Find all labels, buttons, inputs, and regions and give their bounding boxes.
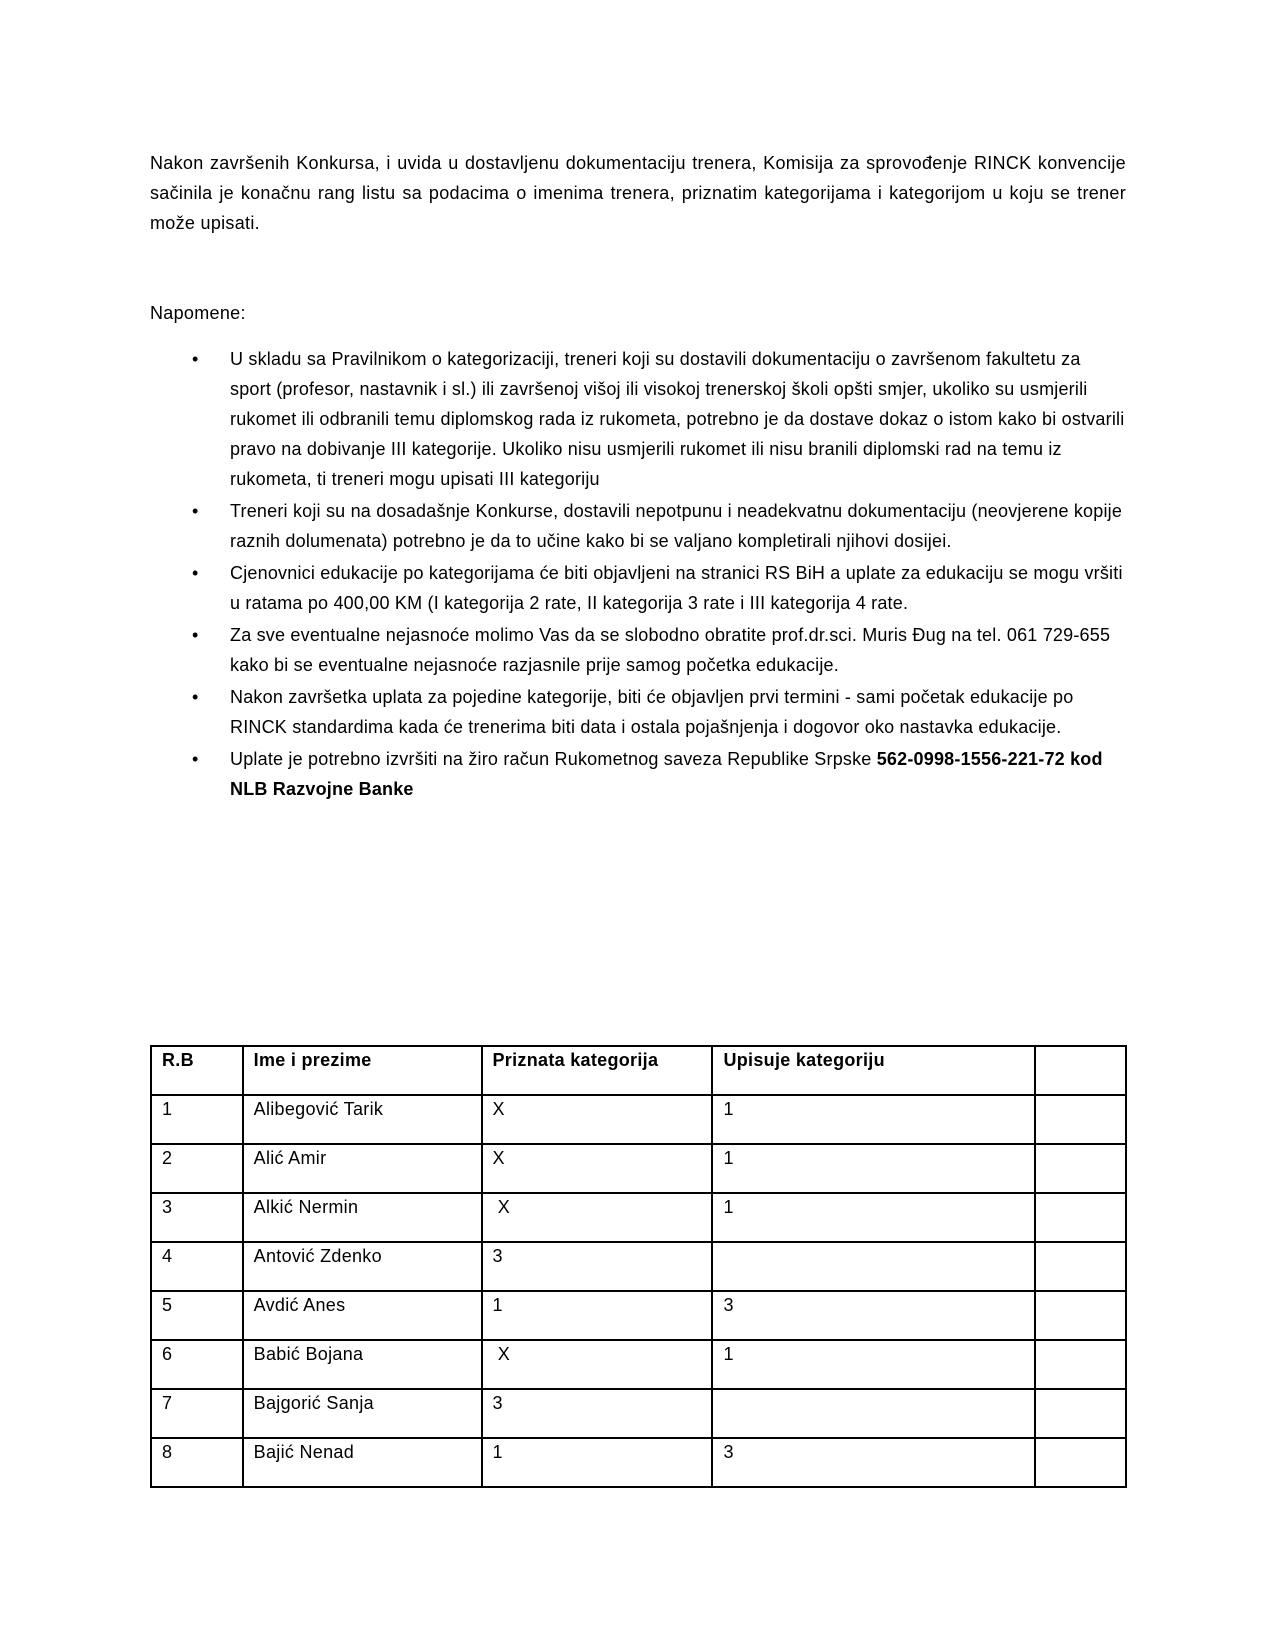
payment-note-text: Uplate je potrebno izvršiti na žiro račun Rukometnog saveza Republike Srpske	[230, 749, 877, 769]
bullet-icon: •	[192, 349, 199, 369]
cell-name: Alkić Nermin	[243, 1193, 482, 1242]
table-row	[151, 1193, 1126, 1242]
header-empty	[1035, 1046, 1126, 1095]
notes-title: Napomene:	[150, 303, 246, 323]
note-text: Nakon završetka uplata za pojedine kategorije, biti će objavljen prvi termini - sami početak edukacije po RINCK standardima kada će trenerima biti data i ostala pojašnjenja i dogovor oko nastavka edukacije.	[230, 687, 1074, 737]
table-row	[151, 1340, 1126, 1389]
cell-rb: 7	[151, 1389, 243, 1438]
cell-enroll: 1	[712, 1193, 1034, 1242]
cell-rb: 5	[151, 1291, 243, 1340]
cell-name: Avdić Anes	[243, 1291, 482, 1340]
cell-enroll: 3	[712, 1291, 1034, 1340]
table-row	[151, 1144, 1126, 1193]
cell-name: Bajić Nenad	[243, 1438, 482, 1487]
cell-rb: 4	[151, 1242, 243, 1291]
table-header-row	[151, 1046, 1126, 1095]
header-rb: R.B	[151, 1046, 243, 1095]
notes-list	[150, 344, 1126, 804]
intro-paragraph: Nakon završenih Konkursa, i uvida u dostavljenu dokumentaciju trenera, Komisija za sprovođenje RINCK konvencije sačinila je konačnu rang listu sa podacima o imenima trenera, priznatim kategorijama i kategorijom u koju se trener može upisati.	[150, 153, 1126, 233]
cell-enroll: 1	[712, 1340, 1034, 1389]
note-text: Cjenovnici edukacije po kategorijama će biti objavljeni na stranici RS BiH a uplate za edukaciju se mogu vršiti u ratama po 400,00 KM (I kategorija 2 rate, II kategorija 3 rate i III kategorija 4 rate.	[230, 563, 1123, 613]
cell-rb: 6	[151, 1340, 243, 1389]
cell-enroll: 1	[712, 1144, 1034, 1193]
cell-enroll: 1	[712, 1095, 1034, 1144]
note-item	[150, 496, 1126, 556]
bullet-icon: •	[192, 563, 199, 583]
cell-empty	[1035, 1193, 1126, 1242]
cell-recognized: X	[482, 1144, 713, 1193]
bullet-icon: •	[192, 625, 199, 645]
cell-rb: 2	[151, 1144, 243, 1193]
coaches-table	[150, 1045, 1127, 1488]
bullet-icon: •	[192, 501, 199, 521]
bullet-icon: •	[192, 749, 199, 769]
bullet-icon: •	[192, 687, 199, 707]
cell-name: Antović Zdenko	[243, 1242, 482, 1291]
cell-recognized: X	[482, 1340, 713, 1389]
note-text: U skladu sa Pravilnikom o kategorizaciji, treneri koji su dostavili dokumentaciju o završenom fakultetu za sport (profesor, nastavnik i sl.) ili završenoj višoj ili visokoj trenerskoj školi opšti smjer, ukoliko su usmjerili rukomet ili odbranili temu diplomskog rada iz rukometa, potrebno je da dostave dokaz o istom kako bi ostvarili pravo na dobivanje III kategorije. Ukoliko nisu usmjerili rukomet ili nisu branili diplomski rad na temu iz rukometa, ti treneri mogu upisati III kategoriju	[230, 349, 1125, 489]
cell-rb: 8	[151, 1438, 243, 1487]
cell-empty	[1035, 1095, 1126, 1144]
note-item	[150, 344, 1126, 494]
cell-rb: 3	[151, 1193, 243, 1242]
cell-empty	[1035, 1291, 1126, 1340]
table-row	[151, 1389, 1126, 1438]
note-item	[150, 558, 1126, 618]
header-recognized-category: Priznata kategorija	[482, 1046, 713, 1095]
note-item	[150, 682, 1126, 742]
cell-empty	[1035, 1144, 1126, 1193]
note-text: Treneri koji su na dosadašnje Konkurse, dostavili nepotpunu i neadekvatnu dokumentaciju (neovjerene kopije raznih dolumenata) potrebno je da to učine kako bi se valjano kompletirali njihovi dosijei.	[230, 501, 1123, 551]
payment-note	[150, 744, 1126, 804]
table-row	[151, 1291, 1126, 1340]
cell-recognized: 3	[482, 1242, 713, 1291]
table-row	[151, 1438, 1126, 1487]
cell-empty	[1035, 1242, 1126, 1291]
note-item	[150, 620, 1126, 680]
cell-recognized: 1	[482, 1291, 713, 1340]
document-page	[150, 148, 1126, 806]
cell-name: Bajgorić Sanja	[243, 1389, 482, 1438]
cell-empty	[1035, 1340, 1126, 1389]
table-row	[151, 1095, 1126, 1144]
header-enroll-category: Upisuje kategoriju	[712, 1046, 1034, 1095]
cell-enroll: 3	[712, 1438, 1034, 1487]
cell-empty	[1035, 1438, 1126, 1487]
cell-name: Alibegović Tarik	[243, 1095, 482, 1144]
cell-name: Alić Amir	[243, 1144, 482, 1193]
cell-recognized: 3	[482, 1389, 713, 1438]
note-text: Za sve eventualne nejasnoće molimo Vas da se slobodno obratite prof.dr.sci. Muris Đug na tel. 061 729-655 kako bi se eventualne nejasnoće razjasnile prije samog početka edukacije.	[230, 625, 1111, 675]
cell-empty	[1035, 1389, 1126, 1438]
cell-name: Babić Bojana	[243, 1340, 482, 1389]
cell-enroll	[712, 1389, 1034, 1438]
cell-recognized: X	[482, 1193, 713, 1242]
cell-recognized: X	[482, 1095, 713, 1144]
header-name: Ime i prezime	[243, 1046, 482, 1095]
bank-account: 562-0998-1556-221-72 kod NLB Razvojne Banke	[230, 749, 1103, 799]
cell-rb: 1	[151, 1095, 243, 1144]
cell-recognized: 1	[482, 1438, 713, 1487]
table-row	[151, 1242, 1126, 1291]
cell-enroll	[712, 1242, 1034, 1291]
